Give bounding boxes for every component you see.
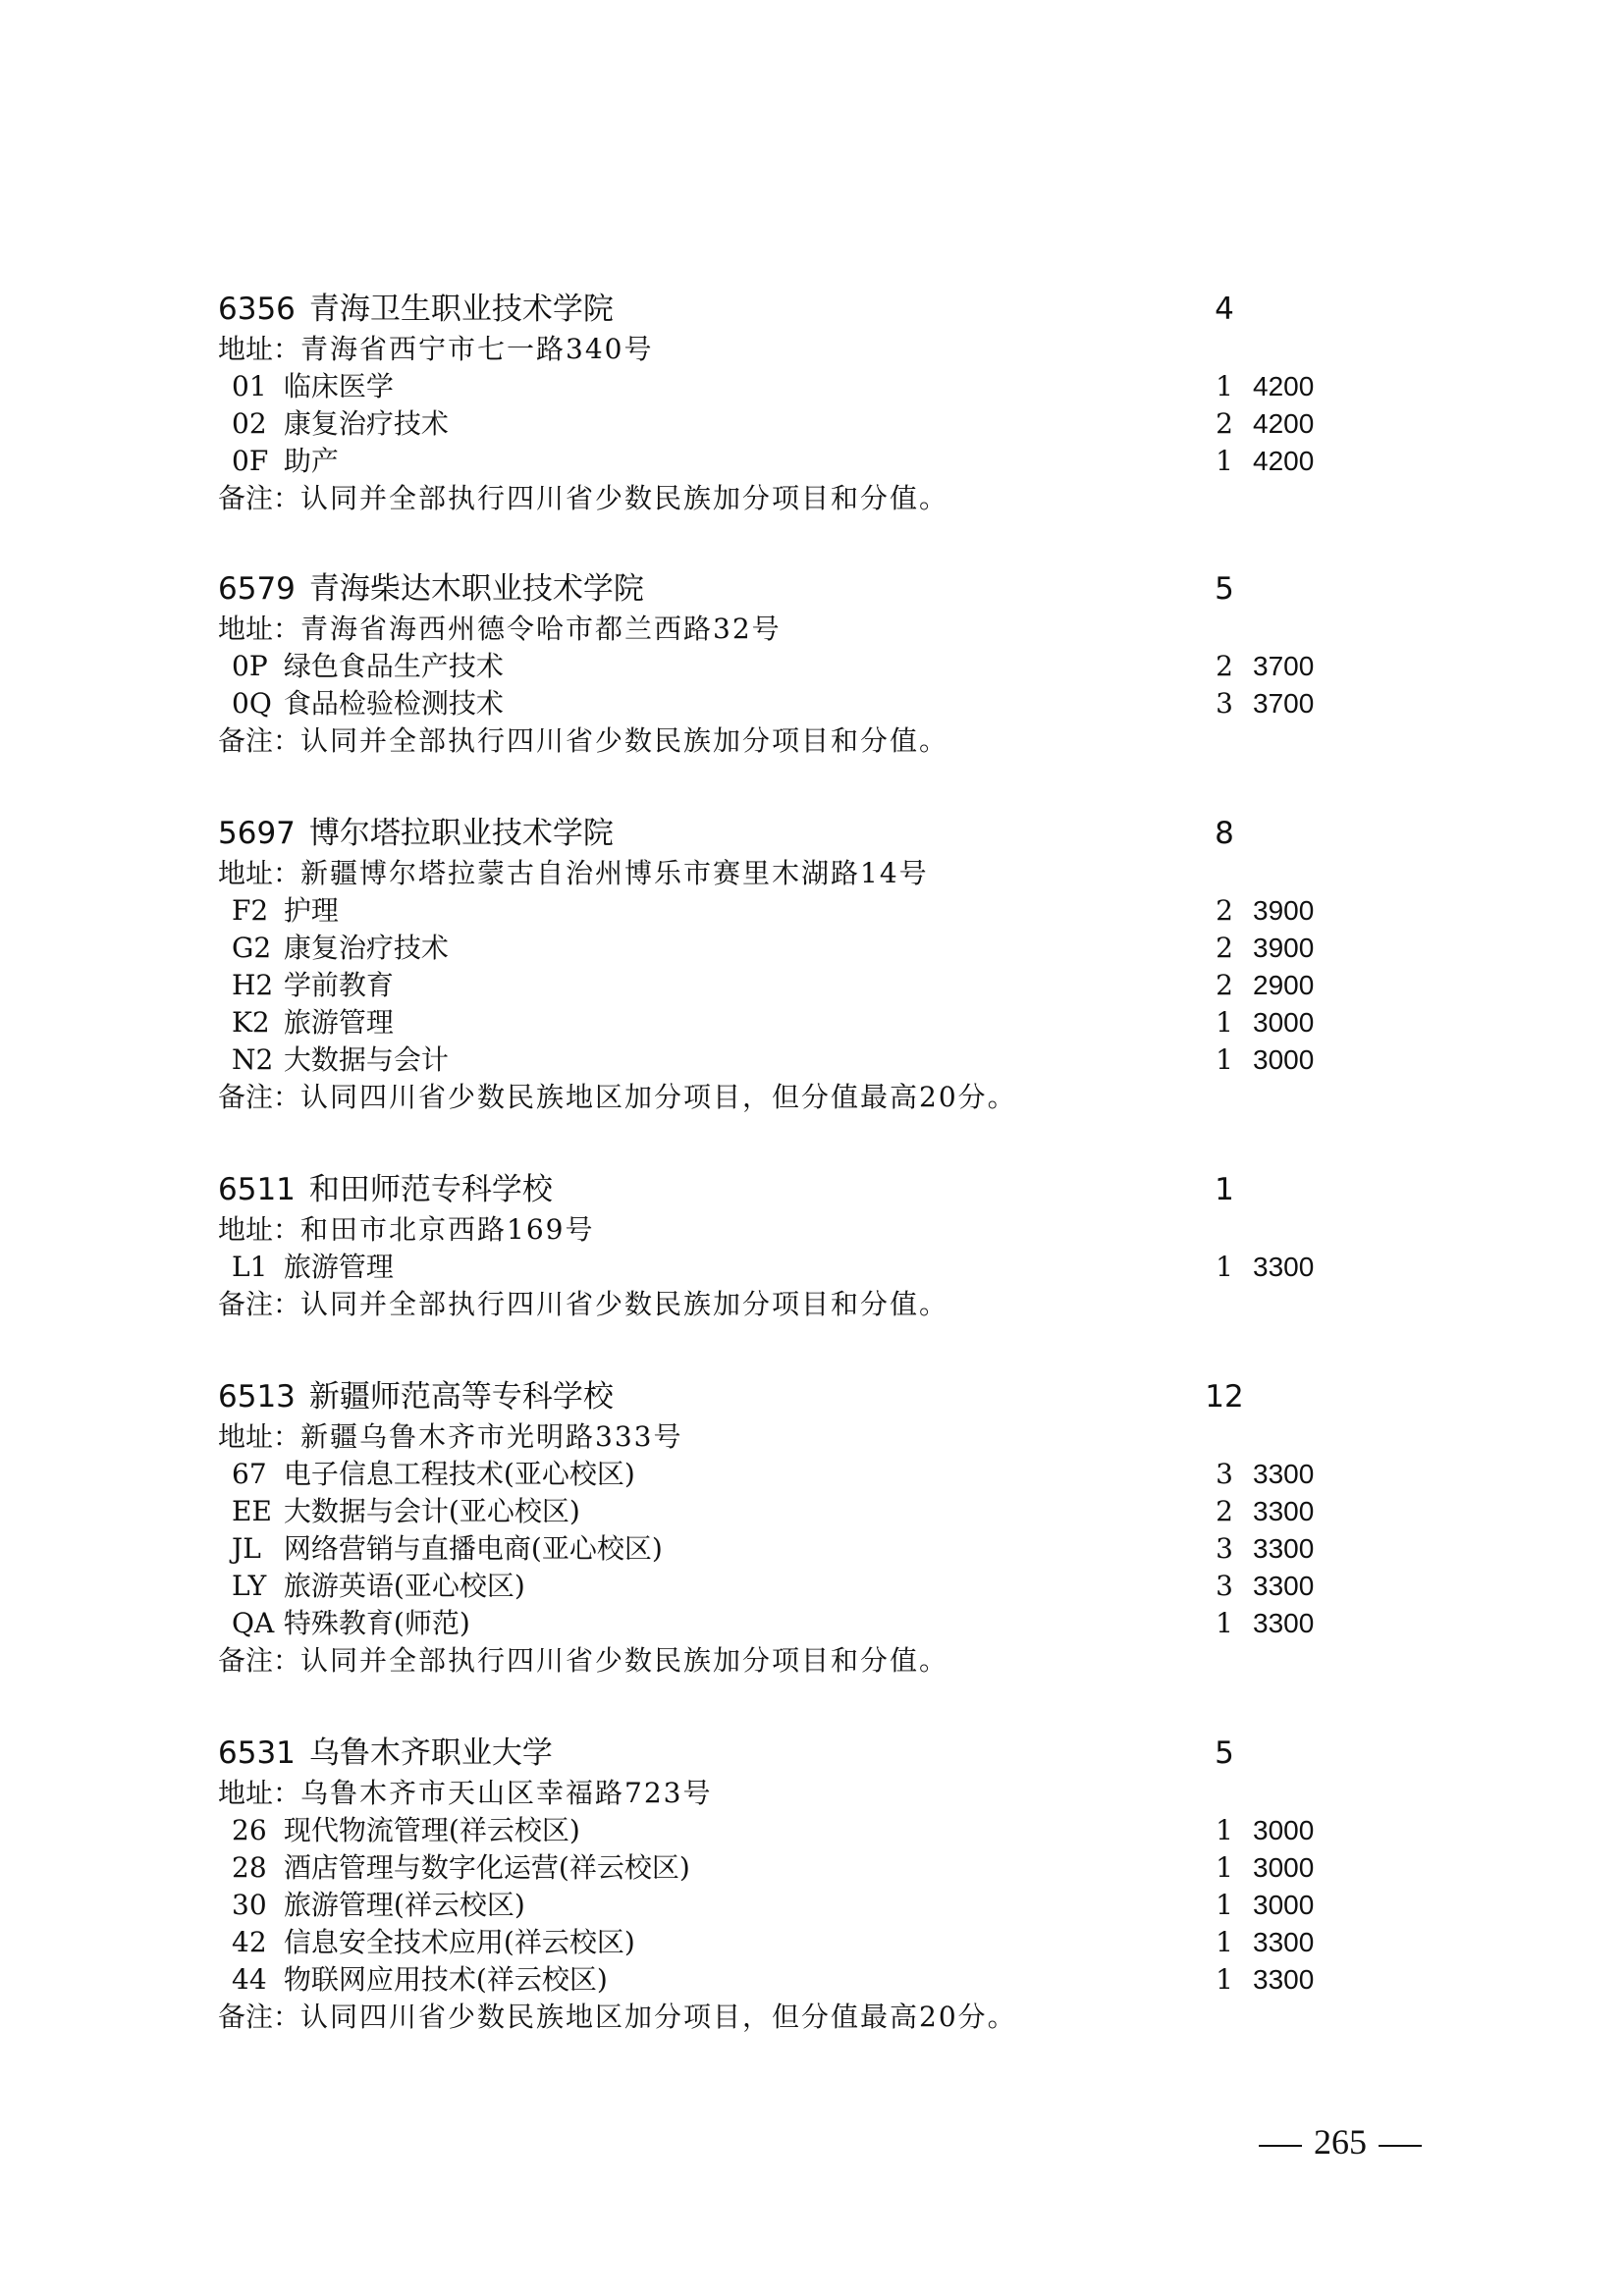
major-code: 28 <box>232 1851 267 1884</box>
footer-dash-left <box>1259 2145 1302 2147</box>
school-name: 乌鲁木齐职业大学 <box>308 1735 553 1771</box>
major-name: 大数据与会计 <box>283 1043 449 1076</box>
major-count: 1 <box>1216 445 1233 477</box>
major-fee: 4200 <box>1253 446 1315 476</box>
major-fee: 3300 <box>1253 1964 1315 1995</box>
major-code: 0F <box>232 445 269 477</box>
major-fee: 4200 <box>1253 408 1315 439</box>
page-number: 265 <box>1314 2122 1367 2162</box>
major-name: 电子信息工程技术(亚心校区) <box>283 1458 635 1490</box>
school-block <box>218 812 1337 1116</box>
major-count: 1 <box>1216 1889 1233 1921</box>
major-code: 02 <box>232 407 267 440</box>
major-count: 1 <box>1216 1251 1233 1283</box>
note-label: 备注： <box>218 2001 301 2033</box>
major-count: 2 <box>1216 932 1233 964</box>
address-label: 地址： <box>218 333 301 365</box>
school-note <box>218 480 1337 517</box>
note-label: 备注： <box>218 1081 301 1113</box>
major-count: 1 <box>1216 1926 1233 1958</box>
major-fee: 3300 <box>1253 1608 1315 1638</box>
major-name: 旅游管理 <box>283 1251 394 1283</box>
major-row <box>218 1493 1337 1530</box>
school-name: 青海柴达木职业技术学院 <box>308 571 644 607</box>
school-address <box>218 331 1337 368</box>
major-name: 康复治疗技术 <box>283 932 449 964</box>
school-code: 6356 <box>218 292 296 327</box>
major-name: 康复治疗技术 <box>283 407 449 440</box>
school-name: 青海卫生职业技术学院 <box>308 292 614 327</box>
major-code: 0Q <box>232 687 272 720</box>
major-row <box>218 1961 1337 1999</box>
major-name: 学前教育 <box>283 969 394 1001</box>
major-row <box>218 1887 1337 1924</box>
major-fee: 2900 <box>1253 970 1315 1000</box>
major-count: 2 <box>1216 407 1233 440</box>
major-code: 01 <box>232 370 267 402</box>
major-row <box>218 443 1337 480</box>
note-text: 认同并全部执行四川省少数民族加分项目和分值。 <box>300 1644 949 1677</box>
school-address <box>218 1775 1337 1812</box>
school-code: 6531 <box>218 1735 296 1771</box>
major-count: 3 <box>1216 1532 1233 1565</box>
school-address <box>218 855 1337 892</box>
note-text: 认同并全部执行四川省少数民族加分项目和分值。 <box>300 1288 949 1320</box>
note-text: 认同并全部执行四川省少数民族加分项目和分值。 <box>300 482 949 514</box>
major-fee: 3300 <box>1253 1496 1315 1526</box>
major-count: 2 <box>1216 969 1233 1001</box>
major-code: QA <box>232 1607 275 1639</box>
school-title-row <box>218 288 1337 331</box>
major-name: 护理 <box>283 894 339 927</box>
note-text: 认同四川省少数民族地区加分项目，但分值最高20分。 <box>300 1081 1017 1113</box>
major-row <box>218 1568 1337 1605</box>
school-address <box>218 1211 1337 1249</box>
school-note <box>218 1642 1337 1680</box>
school-block <box>218 567 1337 760</box>
major-fee: 3300 <box>1253 1533 1315 1564</box>
major-fee: 4200 <box>1253 371 1315 401</box>
address-text: 乌鲁木齐市天山区幸福路723号 <box>300 1777 713 1809</box>
major-code: K2 <box>232 1006 270 1039</box>
note-label: 备注： <box>218 1644 301 1677</box>
major-name: 信息安全技术应用(祥云校区) <box>283 1926 635 1958</box>
major-count: 1 <box>1216 370 1233 402</box>
note-label: 备注： <box>218 482 301 514</box>
address-text: 和田市北京西路169号 <box>300 1213 595 1246</box>
major-name: 旅游管理(祥云校区) <box>283 1889 525 1921</box>
major-row <box>218 1812 1337 1849</box>
major-fee: 3700 <box>1253 651 1315 681</box>
school-code: 6511 <box>218 1172 296 1207</box>
major-count: 1 <box>1216 1043 1233 1076</box>
major-count: 1 <box>1216 1607 1233 1639</box>
major-code: G2 <box>232 932 272 964</box>
school-block <box>218 1732 1337 2036</box>
school-name: 博尔塔拉职业技术学院 <box>308 816 614 851</box>
major-code: F2 <box>232 894 269 927</box>
note-label: 备注： <box>218 724 301 757</box>
address-label: 地址： <box>218 1777 301 1809</box>
school-title-row <box>218 812 1337 855</box>
major-count: 2 <box>1216 1495 1233 1527</box>
page-footer <box>1247 2120 1434 2163</box>
school-title-row <box>218 567 1337 611</box>
major-code: 0P <box>232 650 268 682</box>
major-fee: 3900 <box>1253 895 1315 926</box>
major-code: EE <box>232 1495 272 1527</box>
major-count: 1 <box>1216 1814 1233 1846</box>
school-note <box>218 1079 1337 1116</box>
major-fee: 3000 <box>1253 1890 1315 1920</box>
school-address <box>218 611 1337 648</box>
major-row <box>218 1456 1337 1493</box>
major-count: 2 <box>1216 650 1233 682</box>
major-name: 物联网应用技术(祥云校区) <box>283 1963 608 1996</box>
major-code: 30 <box>232 1889 267 1921</box>
major-count: 2 <box>1216 894 1233 927</box>
major-row <box>218 1849 1337 1887</box>
major-fee: 3300 <box>1253 1571 1315 1601</box>
major-fee: 3000 <box>1253 1007 1315 1038</box>
major-fee: 3900 <box>1253 933 1315 963</box>
note-text: 认同四川省少数民族地区加分项目，但分值最高20分。 <box>300 2001 1017 2033</box>
major-count: 3 <box>1216 1570 1233 1602</box>
school-address <box>218 1418 1337 1456</box>
major-code: N2 <box>232 1043 274 1076</box>
major-count: 1 <box>1216 1963 1233 1996</box>
school-note <box>218 722 1337 760</box>
address-label: 地址： <box>218 857 301 889</box>
school-block <box>218 1168 1337 1323</box>
major-row <box>218 1041 1337 1079</box>
school-block <box>218 288 1337 517</box>
major-code: JL <box>232 1532 261 1565</box>
school-code: 6513 <box>218 1379 296 1415</box>
major-name: 网络营销与直播电商(亚心校区) <box>283 1532 663 1565</box>
major-fee: 3700 <box>1253 688 1315 719</box>
school-total: 1 <box>1215 1172 1234 1207</box>
school-block <box>218 1375 1337 1680</box>
major-row <box>218 685 1337 722</box>
major-fee: 3300 <box>1253 1252 1315 1282</box>
major-row <box>218 1004 1337 1041</box>
major-name: 现代物流管理(祥云校区) <box>283 1814 580 1846</box>
school-note <box>218 1286 1337 1323</box>
major-fee: 3300 <box>1253 1459 1315 1489</box>
school-total: 5 <box>1215 1735 1234 1771</box>
major-name: 旅游管理 <box>283 1006 394 1039</box>
major-row <box>218 1605 1337 1642</box>
major-row <box>218 648 1337 685</box>
school-total: 5 <box>1215 571 1234 607</box>
major-name: 绿色食品生产技术 <box>283 650 504 682</box>
school-code: 5697 <box>218 816 296 851</box>
school-total: 12 <box>1205 1379 1244 1415</box>
school-title-row <box>218 1732 1337 1775</box>
major-code: 67 <box>232 1458 267 1490</box>
major-row <box>218 930 1337 967</box>
major-name: 旅游英语(亚心校区) <box>283 1570 525 1602</box>
major-count: 1 <box>1216 1851 1233 1884</box>
address-text: 新疆博尔塔拉蒙古自治州博乐市赛里木湖路14号 <box>300 857 929 889</box>
major-code: 42 <box>232 1926 267 1958</box>
address-label: 地址： <box>218 613 301 645</box>
major-code: H2 <box>232 969 274 1001</box>
note-text: 认同并全部执行四川省少数民族加分项目和分值。 <box>300 724 949 757</box>
address-text: 新疆乌鲁木齐市光明路333号 <box>300 1420 683 1453</box>
major-code: 26 <box>232 1814 267 1846</box>
major-code: LY <box>232 1570 267 1602</box>
major-count: 1 <box>1216 1006 1233 1039</box>
major-row <box>218 1924 1337 1961</box>
major-row <box>218 1249 1337 1286</box>
footer-dash-right <box>1379 2145 1422 2147</box>
address-text: 青海省西宁市七一路340号 <box>300 333 654 365</box>
address-text: 青海省海西州德令哈市都兰西路32号 <box>300 613 782 645</box>
school-code: 6579 <box>218 571 296 607</box>
school-total: 4 <box>1215 292 1234 327</box>
note-label: 备注： <box>218 1288 301 1320</box>
major-name: 特殊教育(师范) <box>283 1607 470 1639</box>
major-name: 助产 <box>283 445 339 477</box>
major-count: 3 <box>1216 687 1233 720</box>
school-name: 新疆师范高等专科学校 <box>308 1379 614 1415</box>
major-row <box>218 967 1337 1004</box>
major-row <box>218 892 1337 930</box>
major-name: 大数据与会计(亚心校区) <box>283 1495 580 1527</box>
major-code: L1 <box>232 1251 268 1283</box>
major-count: 3 <box>1216 1458 1233 1490</box>
major-fee: 3000 <box>1253 1044 1315 1075</box>
major-name: 食品检验检测技术 <box>283 687 504 720</box>
school-title-row <box>218 1168 1337 1211</box>
school-total: 8 <box>1215 816 1234 851</box>
school-title-row <box>218 1375 1337 1418</box>
major-fee: 3000 <box>1253 1852 1315 1883</box>
school-note <box>218 1999 1337 2036</box>
major-row <box>218 368 1337 405</box>
school-name: 和田师范专科学校 <box>308 1172 553 1207</box>
major-row <box>218 1530 1337 1568</box>
major-code: 44 <box>232 1963 267 1996</box>
major-fee: 3000 <box>1253 1815 1315 1845</box>
major-row <box>218 405 1337 443</box>
address-label: 地址： <box>218 1420 301 1453</box>
major-fee: 3300 <box>1253 1927 1315 1957</box>
address-label: 地址： <box>218 1213 301 1246</box>
major-name: 酒店管理与数字化运营(祥云校区) <box>283 1851 690 1884</box>
major-name: 临床医学 <box>283 370 394 402</box>
